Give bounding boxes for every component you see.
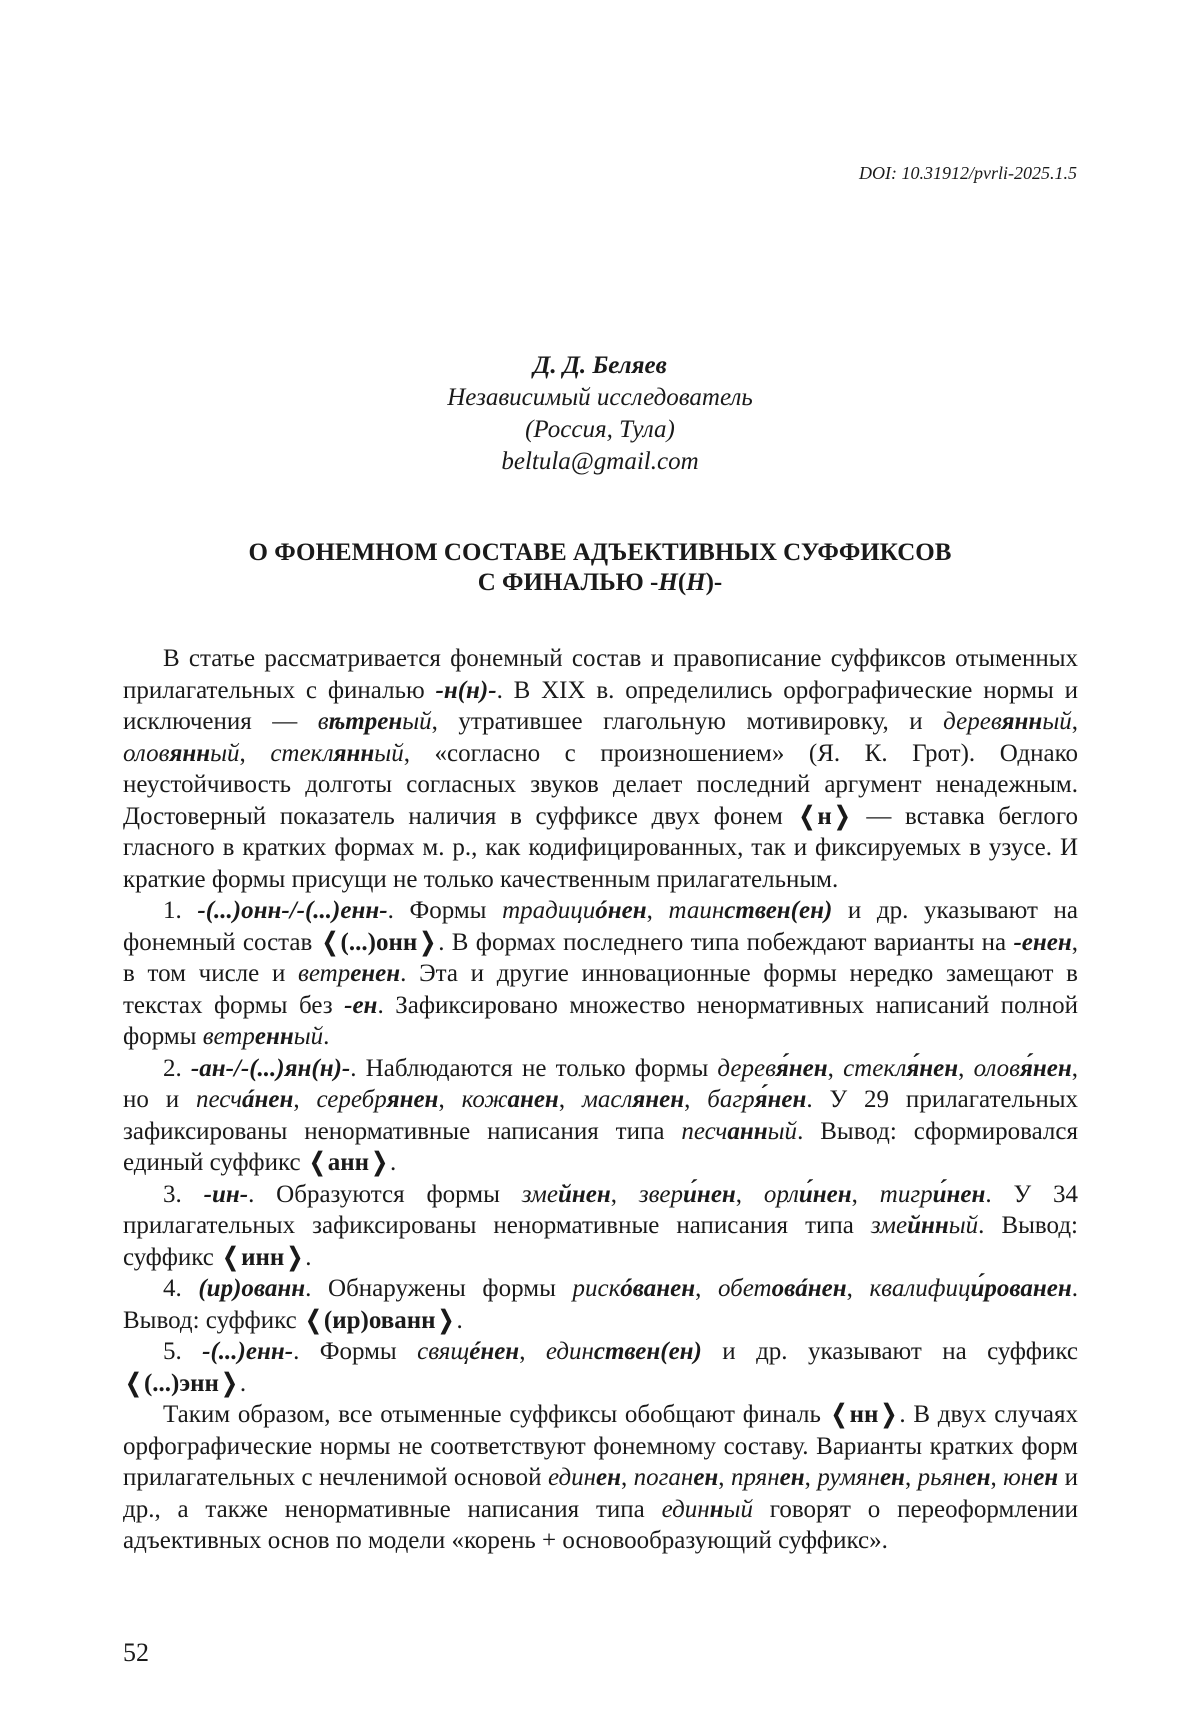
author-block [0,350,1200,478]
paragraph-item-2: 2. -ан-/-(...)ян(н)-. Наблюдаются не только формы деревя́нен, стекля́нен, оловя́нен, но и песчáнен, серебрянен, кожанен, маслянен, багря́нен. У 29 прилагательных зафиксированы ненормативные написания типа песчанный. Вывод: сформировался единый суффикс ❬анн❭. [123,1054,1079,1176]
paragraph-item-1: 1. -(...)онн-/-(...)енн-. Формы традициóнен, таинствен(ен) и др. указывают на фонемный состав ❬(...)онн❭. В формах последнего типа побеждают варианты на -енен, в том числе и ветренен. Эта и другие инновационные формы нередко замещают в текстах формы без -ен. Зафиксировано множество ненормативных написаний полной формы ветренный. [123,897,1079,1050]
paragraph-item-3: 3. -ин-. Образуются формы змейнен, звери́нен, орли́нен, тигри́нен. У 34 прилагательных зафиксированы ненормативные написания типа змейнный. Вывод: суффикс ❬инн❭. [123,1180,1079,1271]
author-name: Д. Д. Беляев [533,352,667,379]
doi-label: DOI: 10.31912/pvrli-2025.1.5 [859,163,1077,183]
abstract-body [123,643,1078,1557]
title-line-1: О ФОНЕМНОМ СОСТАВЕ АДЪЕКТИВНЫХ СУФФИКСОВ [248,539,952,566]
author-affiliation: Независимый исследователь [447,384,753,411]
author-email: beltula@gmail.com [501,448,699,475]
author-location: (Россия, Тула) [525,416,675,443]
paragraph-intro: В статье рассматривается фонемный состав и правописание суффиксов отыменных прилагательных с финалью -н(н)-. В XIX в. определились орфографические нормы и исключения — вѣтреный, утратившее глагольную мотивировку, и деревянный, оловянный, стеклянный, «согласно с произношением» (Я. К. Грот). Однако неустойчивость долготы согласных звуков делает последний аргумент ненадежным. Достоверный показатель наличия в суффиксе двух фонем ❬н❭ — вставка беглого гласного в кратких формах м. р., как кодифицированных, так и фиксируемых в узусе. И краткие формы присущи не только качественным прилагательным. [123,645,1079,893]
paragraph-conclusion: Таким образом, все отыменные суффиксы обобщают финаль ❬нн❭. В двух случаях орфографические нормы не соответствуют фонемному составу. Варианты кратких форм прилагательных с нечленимой основой единен, поганен, прянен, румянен, рьянен, юнен и др., а также ненормативные написания типа единный говорят о переоформлении адъективных основ по модели «корень + основообразующий суффикс». [123,1401,1078,1554]
page-number: 52 [123,1638,149,1667]
title-line-2: С ФИНАЛЬЮ -Н(Н)- [477,569,723,596]
paragraph-item-5: 5. -(...)енн-. Формы свящéнен, единствен(ен) и др. указывают на суффикс ❬(...)энн❭. [123,1338,1078,1397]
article-title [0,538,1200,598]
paragraph-item-4: 4. (ир)ованн. Обнаружены формы рискóванен, обетовáнен, квалифици́рованен. Вывод: суффикс ❬(ир)ованн❭. [123,1275,1079,1334]
